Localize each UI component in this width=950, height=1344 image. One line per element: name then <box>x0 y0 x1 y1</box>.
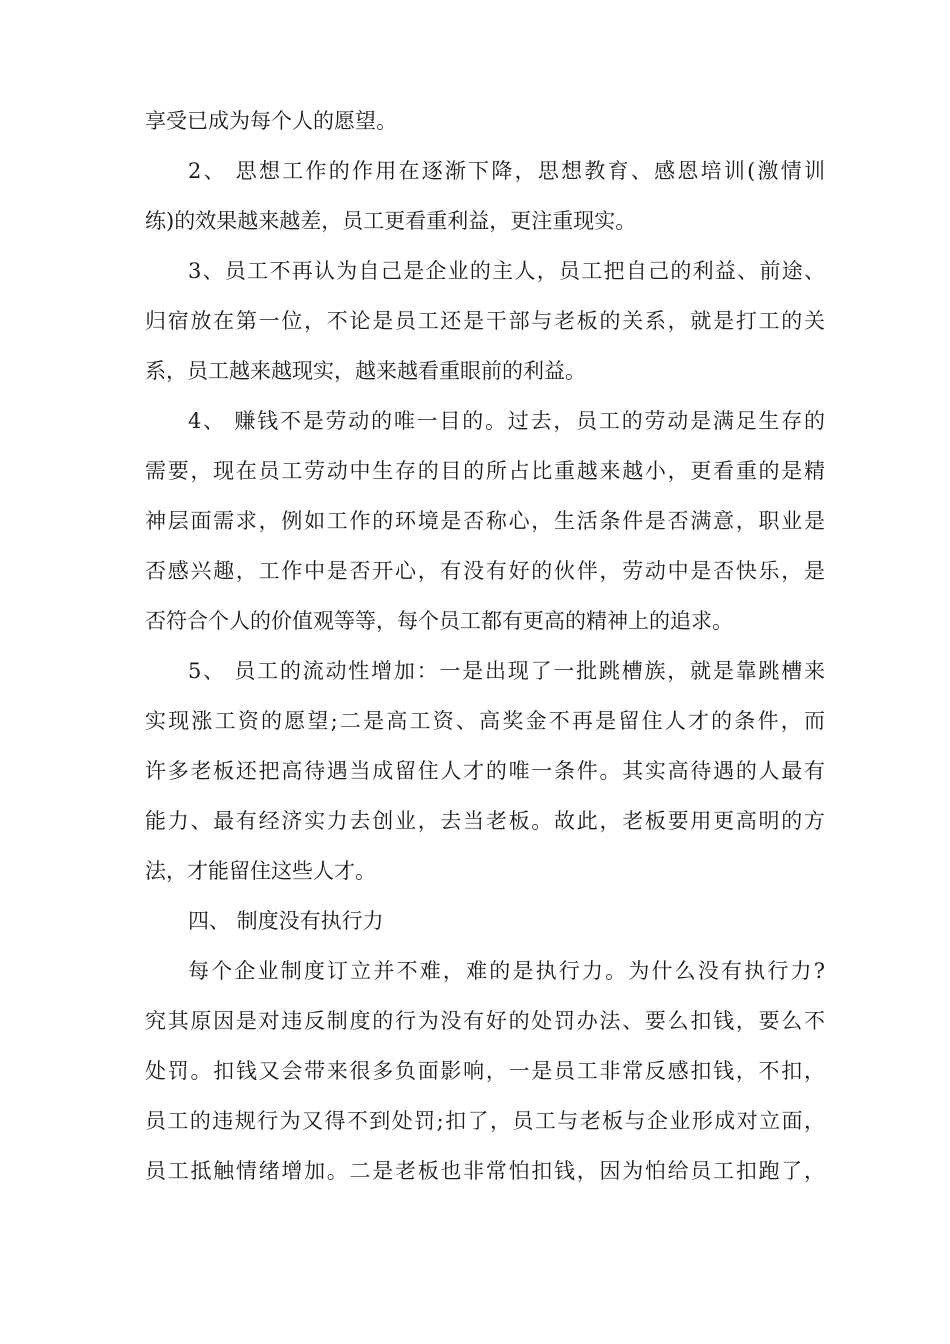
text-line: 5、 员工的流动性增加：一是出现了一批跳槽族，就是靠跳槽来 <box>188 659 825 683</box>
text-line: 否符合个人的价值观等等，每个员工都有更高的精神上的追求。 <box>145 609 733 633</box>
text-line: 系，员工越来越现实，越来越看重眼前的利益。 <box>145 359 586 383</box>
text-line: 4、 赚钱不是劳动的唯一目的。过去，员工的劳动是满足生存的 <box>188 409 825 433</box>
text-line: 需要，现在员工劳动中生存的目的所占比重越来越小，更看重的是精 <box>145 459 825 483</box>
text-line: 3、员工不再认为自己是企业的主人，员工把自己的利益、前途、 <box>188 259 825 283</box>
text-line: 归宿放在第一位，不论是员工还是干部与老板的关系，就是打工的关 <box>145 309 825 333</box>
text-line: 员工的违规行为又得不到处罚;扣了，员工与老板与企业形成对立面， <box>145 1109 825 1133</box>
text-line: 实现涨工资的愿望;二是高工资、高奖金不再是留住人才的条件，而 <box>145 709 825 733</box>
text-line: 2、 思想工作的作用在逐渐下降，思想教育、感恩培训(激情训 <box>188 159 825 183</box>
text-line: 每个企业制度订立并不难，难的是执行力。为什么没有执行力? <box>188 959 825 983</box>
text-line: 否感兴趣，工作中是否开心，有没有好的伙伴，劳动中是否快乐，是 <box>145 559 825 583</box>
text-line: 练)的效果越来越差，员工更看重利益，更注重现实。 <box>145 209 637 233</box>
text-line: 处罚。扣钱又会带来很多负面影响，一是员工非常反感扣钱，不扣， <box>145 1059 825 1083</box>
text-line: 享受已成为每个人的愿望。 <box>145 109 397 133</box>
text-line: 能力、最有经济实力去创业，去当老板。故此，老板要用更高明的方 <box>145 809 825 833</box>
text-line: 员工抵触情绪增加。二是老板也非常怕扣钱，因为怕给员工扣跑了， <box>145 1159 825 1183</box>
text-line: 究其原因是对违反制度的行为没有好的处罚办法、要么扣钱，要么不 <box>145 1009 825 1033</box>
text-line: 许多老板还把高待遇当成留住人才的唯一条件。其实高待遇的人最有 <box>145 759 825 783</box>
section-heading: 四、 制度没有执行力 <box>188 909 384 933</box>
text-line: 神层面需求，例如工作的环境是否称心，生活条件是否满意，职业是 <box>145 509 825 533</box>
text-line: 法，才能留住这些人才。 <box>145 859 376 883</box>
